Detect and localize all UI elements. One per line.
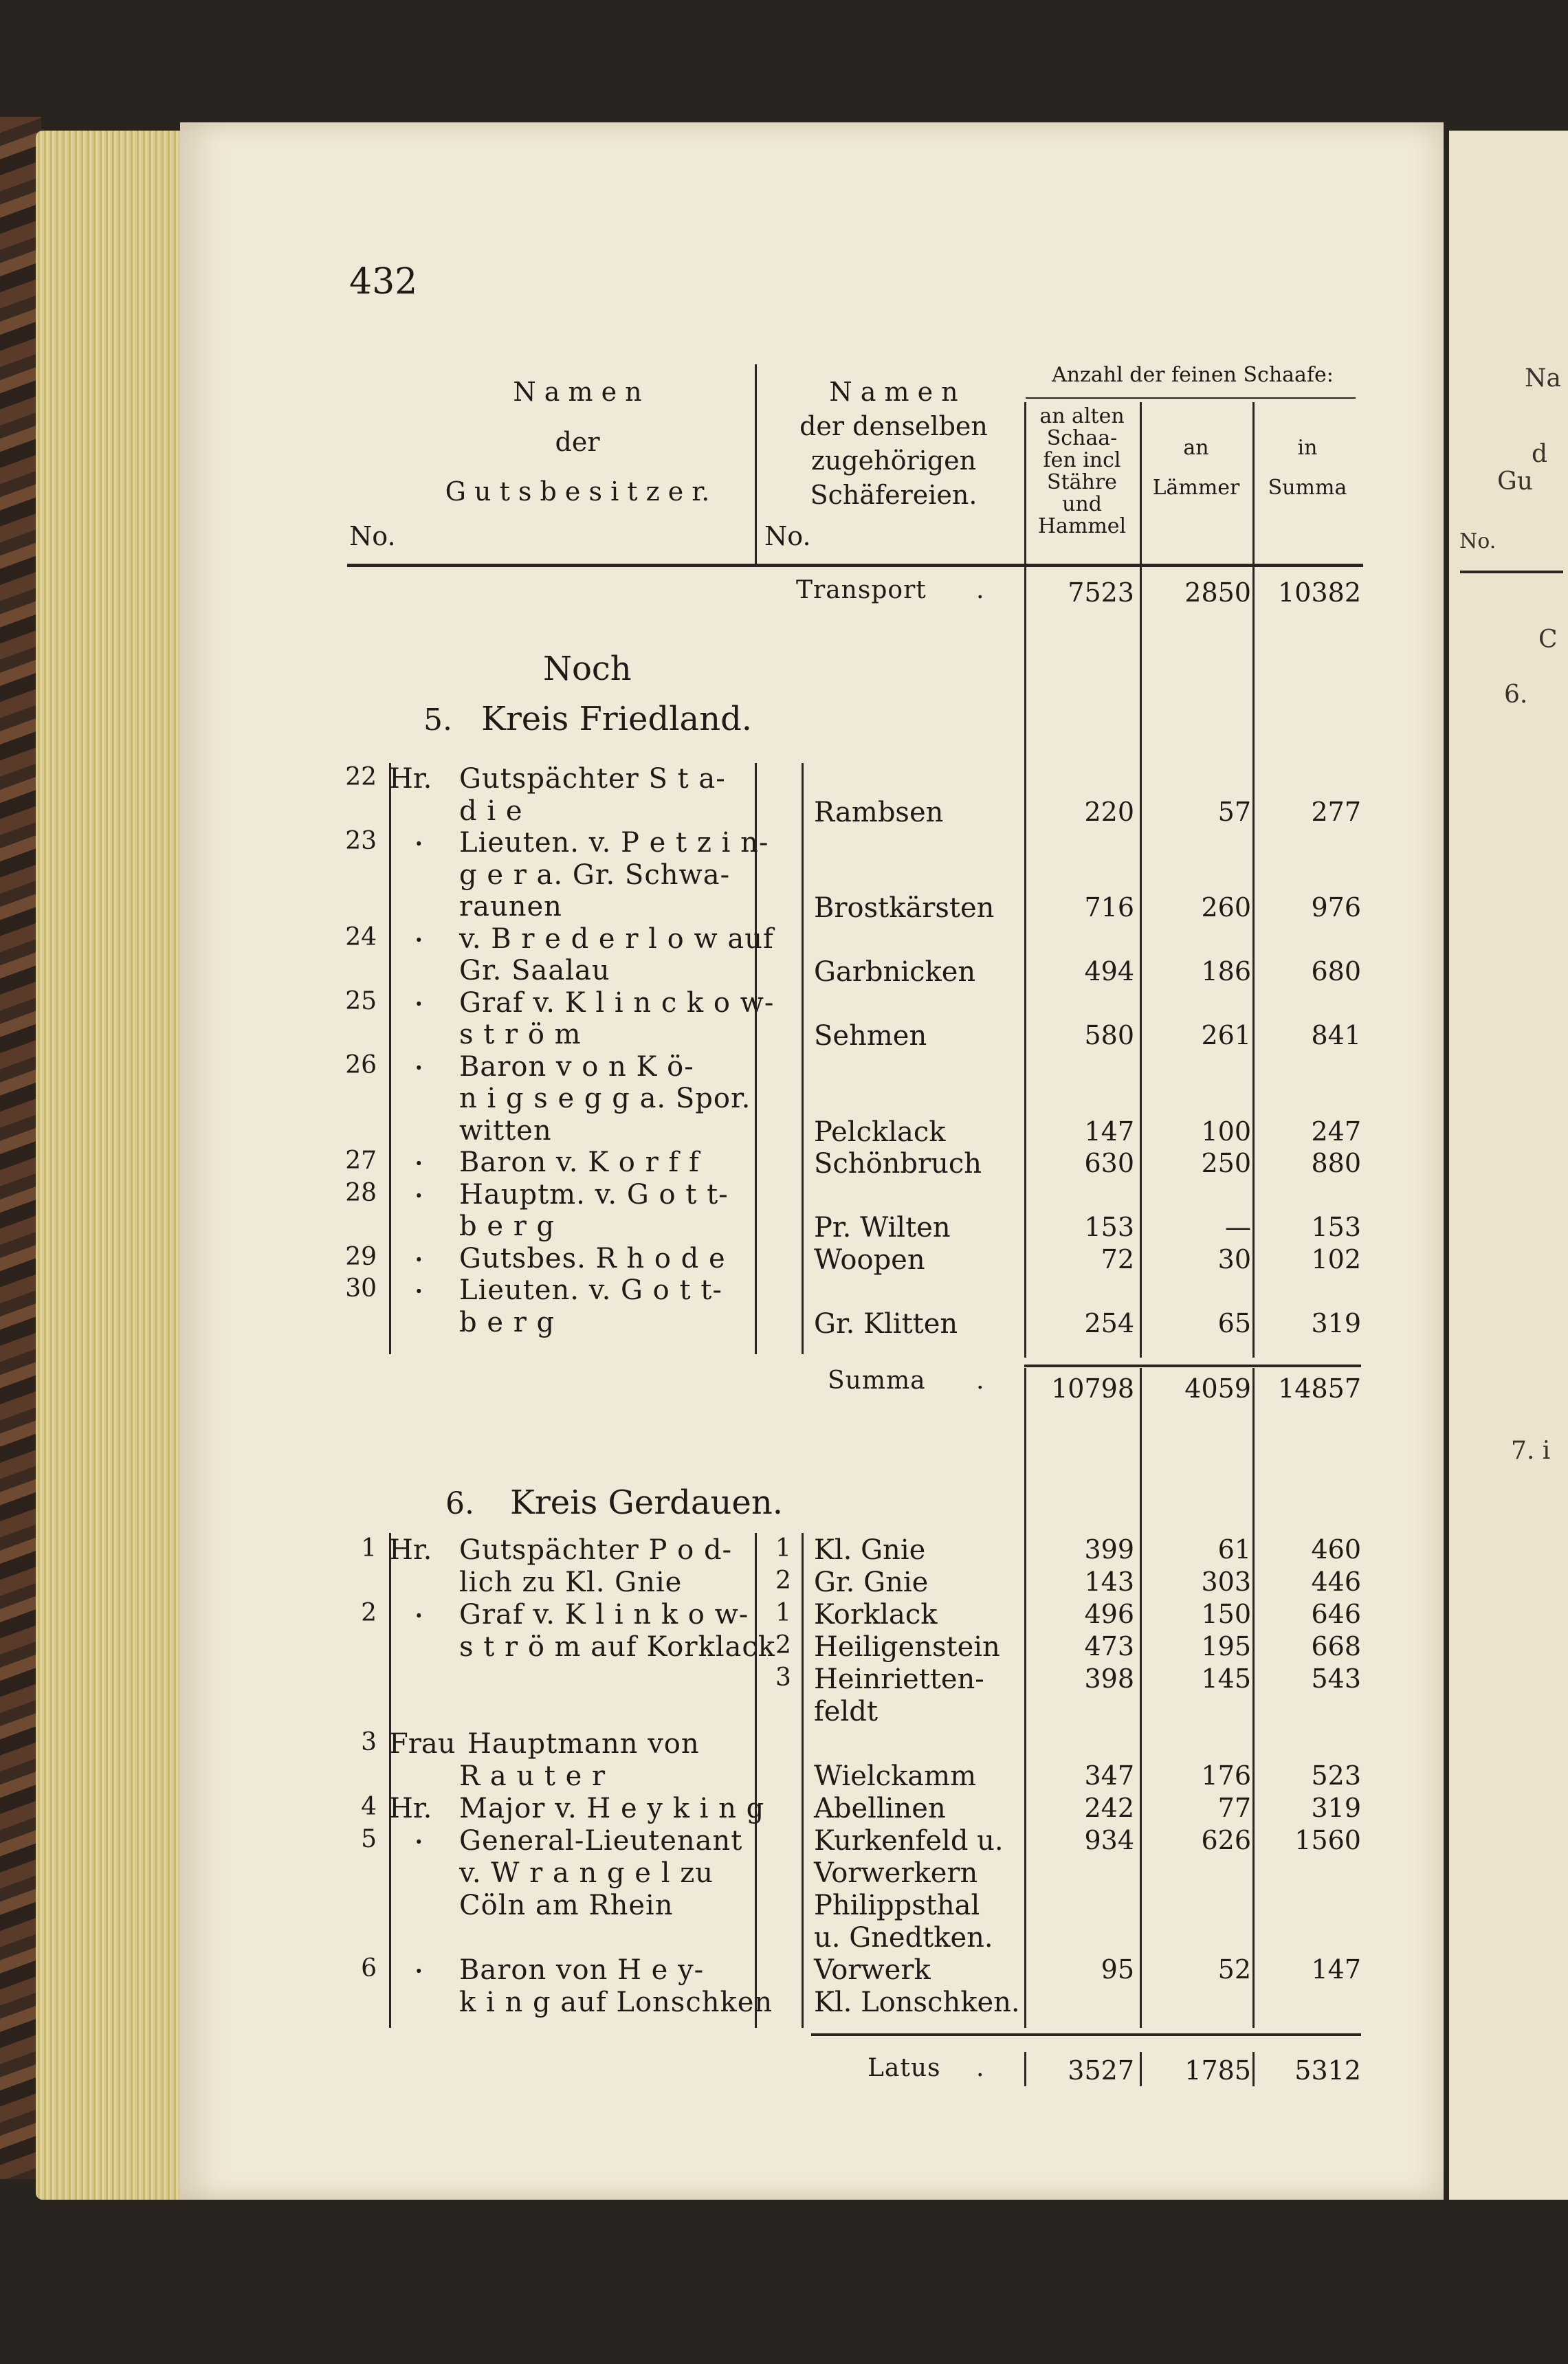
next-page-text: 7. i [1511, 1437, 1551, 1465]
owner-title-mark: ꞏ [415, 1958, 423, 1985]
owner-row-number: 25 [345, 987, 377, 1015]
next-page-fragment [1449, 131, 1568, 2200]
farm-old-sheep: 494 [1084, 956, 1134, 986]
farm-old-sheep: 143 [1084, 1567, 1134, 1597]
farm-old-sheep: 580 [1084, 1020, 1134, 1050]
header-divider [755, 364, 757, 564]
next-page-text: Na [1525, 364, 1561, 393]
farm-sum: 646 [1311, 1599, 1361, 1629]
latus-old: 3527 [1068, 2055, 1134, 2086]
latus-rule [811, 2033, 1361, 2036]
farm-name: Pr. Wilten [814, 1212, 951, 1244]
farm-sum: 680 [1311, 956, 1361, 986]
owner-title-mark: Hr. [389, 1534, 432, 1566]
latus-divider [1252, 2052, 1255, 2086]
farm-lambs: 303 [1201, 1567, 1251, 1597]
farm-sum: 247 [1311, 1116, 1361, 1147]
owner-name: Baron von H e y- [459, 1954, 705, 1986]
header-lambs-line1: an [1183, 436, 1209, 460]
owner-name: witten [459, 1115, 552, 1147]
column-rule [802, 1533, 804, 2028]
farm-sum: 1560 [1294, 1825, 1361, 1855]
header-old-line1: an alten [1039, 404, 1125, 428]
farm-old-sheep: 399 [1084, 1534, 1134, 1565]
summa-dot: . [976, 1367, 985, 1395]
farm-lambs: 626 [1201, 1825, 1251, 1855]
farm-old-sheep: 398 [1084, 1664, 1134, 1694]
owner-name: General-Lieutenant [459, 1825, 743, 1857]
section5-number: 5. [423, 703, 452, 738]
owner-name: Gr. Saalau [459, 955, 610, 986]
farm-sum: 319 [1311, 1793, 1361, 1823]
header-group-rule [1026, 397, 1356, 399]
farm-old-sheep: 473 [1084, 1631, 1134, 1661]
latus-label: Latus [868, 2054, 941, 2082]
farm-sum: 446 [1311, 1567, 1361, 1597]
section6-title: Kreis Gerdauen. [510, 1483, 783, 1522]
header-divider [1140, 402, 1142, 564]
column-rule [389, 1533, 391, 2028]
next-page-text: C [1538, 626, 1558, 654]
section-noch: Noch [543, 650, 632, 688]
farm-lambs: 30 [1217, 1244, 1251, 1274]
owner-name: Baron v o n K ö- [459, 1051, 694, 1083]
header-owner-line2: der [555, 427, 600, 457]
owner-name: Lieuten. v. G o t t- [459, 1274, 722, 1306]
owner-name: Major v. H e y k i n g [459, 1793, 765, 1824]
farm-lambs: — [1225, 1212, 1251, 1242]
owner-name: b e r g [459, 1307, 555, 1338]
farm-sum: 460 [1311, 1534, 1361, 1565]
farm-name: u. Gnedtken. [814, 1922, 993, 1954]
farm-old-sheep: 496 [1084, 1599, 1134, 1629]
farm-old-sheep: 72 [1101, 1244, 1134, 1274]
farm-old-sheep: 95 [1101, 1954, 1134, 1985]
farm-sum: 668 [1311, 1631, 1361, 1661]
next-page-text: No. [1459, 529, 1497, 553]
farm-name: Korklack [814, 1599, 938, 1631]
farm-sum: 543 [1311, 1664, 1361, 1694]
farm-name: Philippsthal [814, 1890, 980, 1921]
owner-name: s t r ö m auf Korklack [459, 1631, 775, 1663]
summa-sum: 14857 [1278, 1373, 1361, 1404]
owner-row-number: 27 [345, 1147, 377, 1175]
owner-name: Hauptmann von [467, 1728, 700, 1760]
header-old-line3: fen incl [1043, 448, 1121, 472]
latus-dot: . [976, 2054, 985, 2082]
farm-lambs: 52 [1217, 1954, 1251, 1985]
header-divider [1252, 402, 1255, 564]
owner-name: R a u t e r [459, 1760, 606, 1792]
header-farm-no: No. [764, 521, 811, 551]
farm-sum: 880 [1311, 1148, 1361, 1178]
owner-name: b e r g [459, 1211, 555, 1242]
farm-sum: 102 [1311, 1244, 1361, 1274]
owner-title-mark: ꞏ [415, 1829, 423, 1856]
farm-old-sheep: 242 [1084, 1793, 1134, 1823]
owner-name: g e r a. Gr. Schwa- [459, 859, 731, 891]
farm-sum: 147 [1311, 1954, 1361, 1985]
column-rule [1024, 1368, 1026, 2028]
farm-old-sheep: 716 [1084, 892, 1134, 923]
owner-row-number: 23 [345, 827, 377, 855]
farm-lambs: 250 [1201, 1148, 1251, 1178]
farm-lambs: 186 [1201, 956, 1251, 986]
header-sum-line2: Summa [1268, 476, 1347, 500]
header-old-line6: Hammel [1037, 514, 1127, 538]
farm-name: Woopen [814, 1244, 925, 1276]
owner-row-number: 28 [345, 1179, 377, 1207]
owner-name: Gutsbes. R h o d e [459, 1243, 726, 1274]
next-page-text: 6. [1504, 681, 1528, 709]
summa-old: 10798 [1051, 1373, 1134, 1404]
owner-name: Graf v. K l i n c k o w- [459, 987, 775, 1019]
owner-row-number: 26 [345, 1051, 377, 1079]
header-old-line5: und [1062, 492, 1102, 516]
farm-name: Garbnicken [814, 956, 976, 988]
owner-title-mark: ꞏ [415, 1054, 423, 1082]
owner-name: Hauptm. v. G o t t- [459, 1179, 729, 1211]
owner-name: k i n g auf Lonschken [459, 1987, 773, 2018]
farm-lambs: 261 [1201, 1020, 1251, 1050]
owner-row-number: 5 [361, 1825, 377, 1853]
owner-row-number: 6 [361, 1954, 377, 1982]
farm-name: Kl. Lonschken. [814, 1987, 1020, 2018]
header-old-line2: Schaa- [1046, 426, 1118, 450]
owner-title-mark: ꞏ [415, 1246, 423, 1274]
summa-rule [1024, 1365, 1361, 1367]
owner-name: s t r ö m [459, 1019, 582, 1050]
farm-name: Vorwerkern [814, 1857, 978, 1889]
header-sum-line1: in [1297, 436, 1318, 460]
header-no: No. [349, 521, 396, 551]
farm-lambs: 145 [1201, 1664, 1251, 1694]
book-cover-edge [0, 117, 41, 2179]
owner-row-number: 22 [345, 763, 377, 791]
summa-label: Summa [828, 1367, 926, 1395]
farm-sum: 277 [1311, 797, 1361, 827]
farm-name: Wielckamm [814, 1760, 977, 1792]
header-group-title: Anzahl der feinen Schaafe: [1052, 363, 1334, 387]
farm-name: Vorwerk [814, 1954, 931, 1986]
farm-name: Kurkenfeld u. [814, 1825, 1004, 1857]
farm-number: 1 [775, 1534, 791, 1562]
owner-name: v. W r a n g e l zu [459, 1857, 714, 1889]
header-farm-line4: Schäfereien. [810, 480, 978, 510]
farm-lambs: 195 [1201, 1631, 1251, 1661]
farm-name: Heiligenstein [814, 1631, 1000, 1663]
owner-title-mark: ꞏ [415, 1150, 423, 1178]
owner-title-mark: ꞏ [415, 991, 423, 1018]
owner-name: d i e [459, 795, 523, 827]
farm-lambs: 260 [1201, 892, 1251, 923]
column-rule [389, 763, 391, 1354]
farm-old-sheep: 153 [1084, 1212, 1134, 1242]
farm-name: Brostkärsten [814, 892, 995, 924]
next-page-text: d [1532, 440, 1548, 468]
owner-name: Lieuten. v. P e t z i n- [459, 827, 769, 859]
header-owner-line1: N a m e n [513, 377, 642, 407]
farm-name: Pelcklack [814, 1116, 946, 1148]
column-rule [1140, 1368, 1142, 2028]
farm-sum: 841 [1311, 1020, 1361, 1050]
owner-row-number: 2 [361, 1599, 377, 1627]
owner-row-number: 24 [345, 923, 377, 951]
owner-title-mark: ꞏ [415, 830, 423, 858]
owner-name: Baron v. K o r f f [459, 1147, 700, 1178]
owner-name: n i g s e g g a. Spor. [459, 1083, 751, 1114]
farm-name: Sehmen [814, 1020, 927, 1052]
owner-row-number: 4 [361, 1793, 377, 1821]
owner-name: raunen [459, 891, 562, 923]
section5-title: Kreis Friedland. [481, 700, 753, 738]
farm-name: feldt [814, 1696, 878, 1727]
owner-title-mark: Hr. [389, 763, 432, 795]
farm-number: 1 [775, 1599, 791, 1627]
farm-old-sheep: 254 [1084, 1308, 1134, 1338]
transport-label: Transport [796, 576, 927, 604]
farm-name: Kl. Gnie [814, 1534, 926, 1566]
farm-old-sheep: 934 [1084, 1825, 1134, 1855]
header-divider [1024, 402, 1026, 564]
farm-sum: 523 [1311, 1760, 1361, 1791]
owner-name: Cöln am Rhein [459, 1890, 674, 1921]
owner-title-mark: ꞏ [415, 1602, 423, 1630]
section6-number: 6. [445, 1486, 474, 1521]
header-farm-line1: N a m e n [829, 377, 958, 407]
farm-lambs: 100 [1201, 1116, 1251, 1147]
farm-lambs: 150 [1201, 1599, 1251, 1629]
transport-old: 7523 [1068, 577, 1134, 608]
farm-lambs: 77 [1217, 1793, 1251, 1823]
farm-sum: 319 [1311, 1308, 1361, 1338]
owner-title-mark: Frau [389, 1728, 456, 1760]
summa-lambs: 4059 [1184, 1373, 1251, 1404]
owner-title-mark: ꞏ [415, 1182, 423, 1210]
farm-number: 3 [775, 1664, 791, 1692]
header-owner-line3: G u t s b e s i t z e r. [445, 476, 710, 507]
owner-name: Gutspächter S t a- [459, 763, 726, 795]
column-rule [1252, 1368, 1255, 2028]
farm-number: 2 [775, 1631, 791, 1659]
farm-sum: 153 [1311, 1212, 1361, 1242]
column-rule [755, 1533, 757, 2028]
column-rule [802, 763, 804, 1354]
farm-lambs: 176 [1201, 1760, 1251, 1791]
owner-row-number: 3 [361, 1728, 377, 1756]
page-edges [36, 131, 187, 2200]
farm-name: Gr. Gnie [814, 1567, 929, 1598]
header-farm-line3: zugehörigen [810, 445, 977, 476]
next-page-text: Gu [1497, 467, 1533, 496]
column-rule [1252, 567, 1255, 1358]
owner-name: Graf v. K l i n k o w- [459, 1599, 749, 1631]
farm-number: 2 [775, 1567, 791, 1595]
owner-row-number: 1 [361, 1534, 377, 1562]
header-old-line4: Stähre [1047, 470, 1117, 494]
farm-lambs: 65 [1217, 1308, 1251, 1338]
owner-title-mark: ꞏ [415, 927, 423, 954]
farm-old-sheep: 347 [1084, 1760, 1134, 1791]
owner-title-mark: Hr. [389, 1793, 432, 1824]
farm-old-sheep: 220 [1084, 797, 1134, 827]
farm-lambs: 61 [1217, 1534, 1251, 1565]
farm-name: Rambsen [814, 797, 944, 828]
farm-name: Heinrietten- [814, 1664, 984, 1695]
next-page-rule [1460, 571, 1563, 573]
farm-old-sheep: 147 [1084, 1116, 1134, 1147]
header-bottom-rule [347, 564, 1363, 567]
header-lambs-line2: Lämmer [1152, 476, 1240, 500]
farm-old-sheep: 630 [1084, 1148, 1134, 1178]
owner-row-number: 30 [345, 1274, 377, 1303]
farm-sum: 976 [1311, 892, 1361, 923]
owner-name: Gutspächter P o d- [459, 1534, 733, 1566]
farm-name: Schönbruch [814, 1148, 982, 1180]
latus-lambs: 1785 [1184, 2055, 1251, 2086]
transport-sum: 10382 [1278, 577, 1361, 608]
owner-row-number: 29 [345, 1243, 377, 1271]
transport-dot: . [976, 576, 985, 604]
farm-name: Abellinen [814, 1793, 946, 1824]
farm-name: Gr. Klitten [814, 1308, 958, 1340]
page-number: 432 [349, 261, 418, 302]
farm-lambs: 57 [1217, 797, 1251, 827]
owner-title-mark: ꞏ [415, 1278, 423, 1305]
latus-sum: 5312 [1294, 2055, 1361, 2086]
transport-lambs: 2850 [1184, 577, 1251, 608]
owner-name: v. B r e d e r l o w auf [459, 923, 774, 955]
header-farm-line2: der denselben [799, 411, 988, 441]
owner-name: lich zu Kl. Gnie [459, 1567, 683, 1598]
